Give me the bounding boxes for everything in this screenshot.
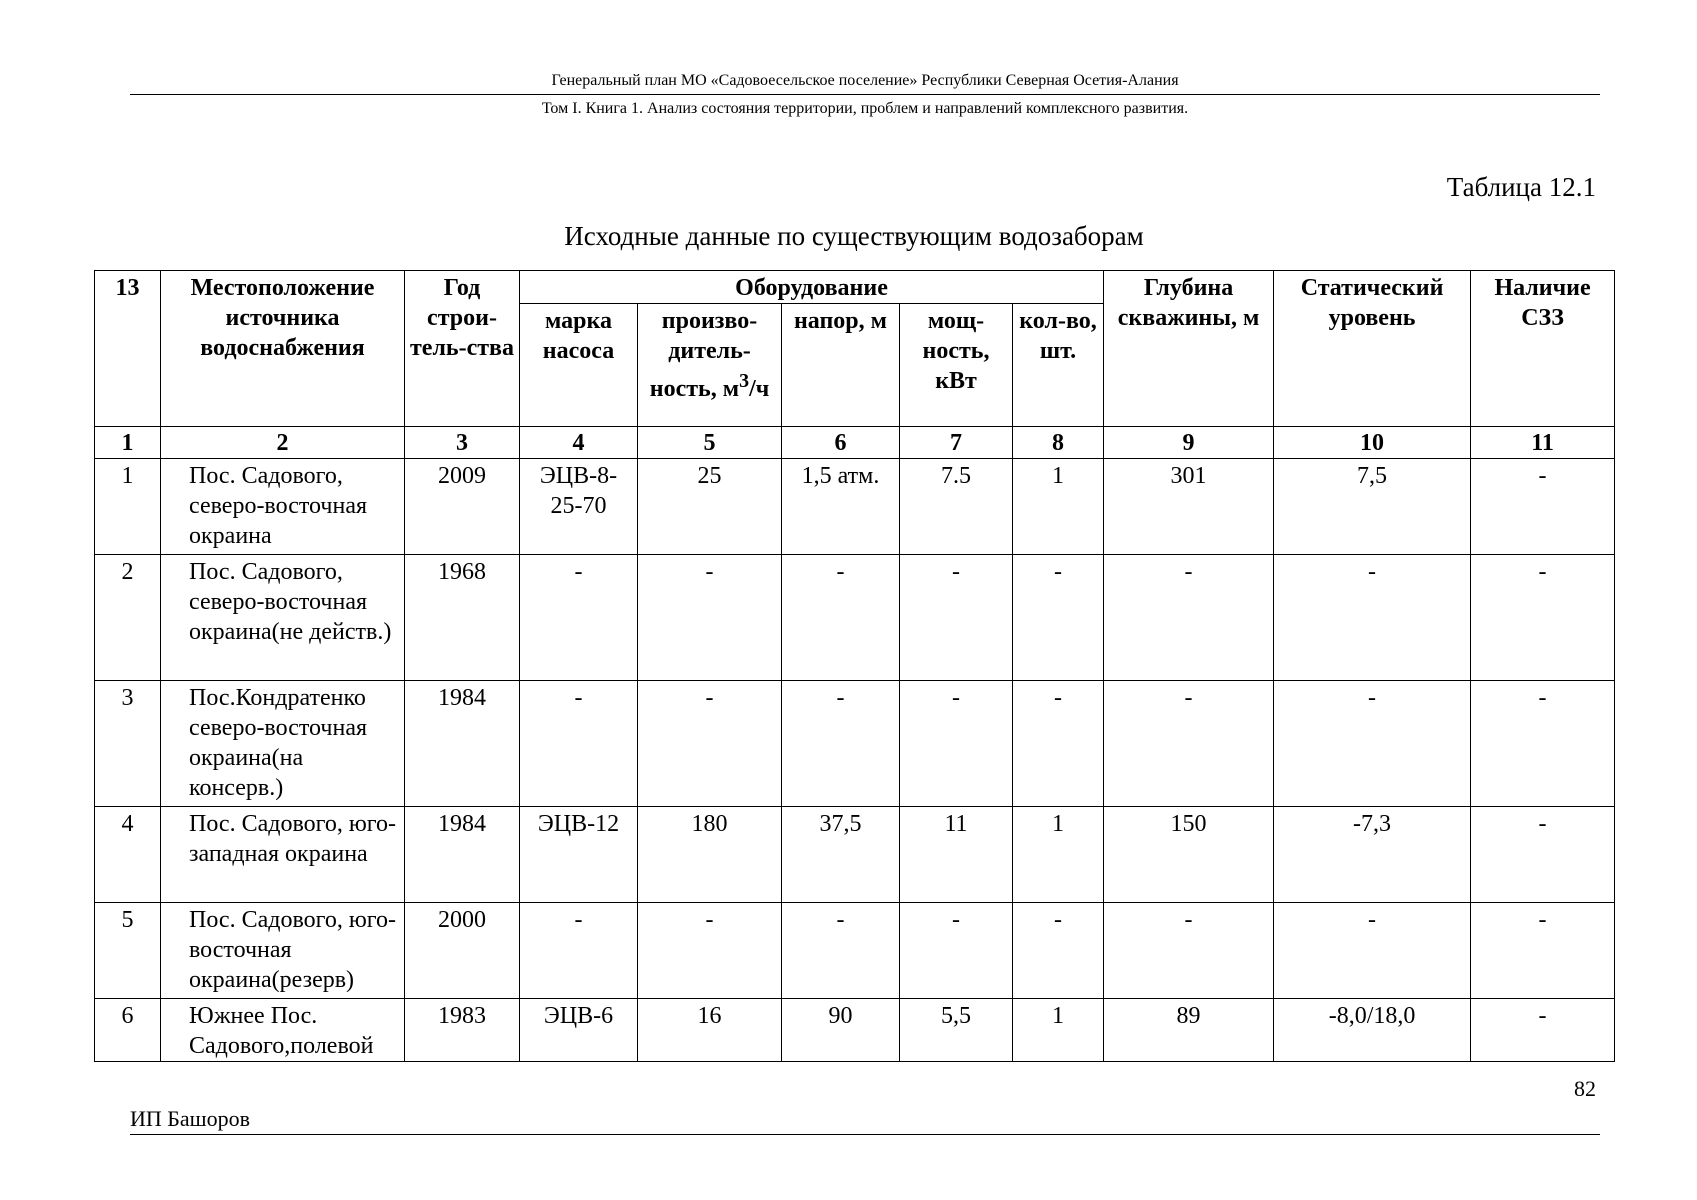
cell-location: Пос. Садового, юго-восточная окраина(резерв) — [161, 903, 405, 999]
column-number: 3 — [405, 427, 520, 459]
cell-capacity: - — [638, 555, 782, 681]
cell-power: 11 — [900, 807, 1013, 903]
footer-divider — [130, 1134, 1600, 1135]
cell-depth: 301 — [1104, 459, 1274, 555]
cell-year: 1984 — [405, 807, 520, 903]
header-equipment: Оборудование — [520, 271, 1104, 304]
cell-head: 1,5 атм. — [782, 459, 900, 555]
column-number: 7 — [900, 427, 1013, 459]
cell-capacity: 180 — [638, 807, 782, 903]
header-capacity — [638, 304, 782, 427]
cell-power: - — [900, 555, 1013, 681]
cell-depth: 89 — [1104, 999, 1274, 1062]
cell-szz: - — [1471, 555, 1615, 681]
column-number: 4 — [520, 427, 638, 459]
page-number: 82 — [1574, 1076, 1596, 1101]
cell-pump: ЭЦВ-8-25-70 — [520, 459, 638, 555]
cell-location: Южнее Пос. Садового,полевой — [161, 999, 405, 1062]
cell-pump: - — [520, 903, 638, 999]
header-count: кол-во, шт. — [1013, 304, 1104, 427]
cell-year: 1983 — [405, 999, 520, 1062]
cell-level: - — [1274, 555, 1471, 681]
cell-head: - — [782, 903, 900, 999]
cell-level: -8,0/18,0 — [1274, 999, 1471, 1062]
cell-location: Пос. Садового, северо-восточная окраина — [161, 459, 405, 555]
cell-level: 7,5 — [1274, 459, 1471, 555]
header-year: Год строи-тель-ства — [405, 271, 520, 427]
table-number: Таблица 12.1 — [1446, 172, 1596, 202]
cell-level: - — [1274, 681, 1471, 807]
cell-level: - — [1274, 903, 1471, 999]
cell-head: - — [782, 681, 900, 807]
cell-location: Пос. Садового, северо-восточная окраина(не действ.) — [161, 555, 405, 681]
cell-num: 5 — [95, 903, 161, 999]
table-row — [95, 555, 1615, 681]
cell-year: 2000 — [405, 903, 520, 999]
table-row — [95, 459, 1615, 555]
header-head: напор, м — [782, 304, 900, 427]
cell-szz: - — [1471, 681, 1615, 807]
header-depth: Глубина скважины, м — [1104, 271, 1274, 427]
cell-count: - — [1013, 903, 1104, 999]
cell-szz: - — [1471, 999, 1615, 1062]
table-row — [95, 999, 1615, 1062]
footer-author: ИП Башоров — [130, 1106, 251, 1131]
cell-count: - — [1013, 555, 1104, 681]
table-row — [95, 903, 1615, 999]
cell-count: 1 — [1013, 999, 1104, 1062]
header-pump-brand: марка насоса — [520, 304, 638, 427]
cell-power: - — [900, 681, 1013, 807]
cell-power: - — [900, 903, 1013, 999]
header-static-level: Статический уровень — [1274, 271, 1471, 427]
cell-szz: - — [1471, 807, 1615, 903]
cell-location: Пос.Кондратенко северо-восточная окраина(на консерв.) — [161, 681, 405, 807]
header-location: Местоположение источника водоснабжения — [161, 271, 405, 427]
cell-num: 2 — [95, 555, 161, 681]
table-header-row — [95, 271, 1615, 304]
cell-head: - — [782, 555, 900, 681]
cell-pump: - — [520, 681, 638, 807]
cell-num: 1 — [95, 459, 161, 555]
cell-pump: ЭЦВ-12 — [520, 807, 638, 903]
cell-depth: - — [1104, 681, 1274, 807]
cell-num: 6 — [95, 999, 161, 1062]
column-number: 10 — [1274, 427, 1471, 459]
cell-capacity: 16 — [638, 999, 782, 1062]
cell-count: - — [1013, 681, 1104, 807]
cell-pump: - — [520, 555, 638, 681]
column-number: 9 — [1104, 427, 1274, 459]
cell-szz: - — [1471, 903, 1615, 999]
header-power: мощ-ность, кВт — [900, 304, 1013, 427]
cell-power: 5,5 — [900, 999, 1013, 1062]
header-szz: Наличие СЗЗ — [1471, 271, 1615, 427]
header-num: 13 — [95, 271, 161, 427]
table-row — [95, 681, 1615, 807]
cell-head: 90 — [782, 999, 900, 1062]
cell-year: 1984 — [405, 681, 520, 807]
document-header-title: Генеральный план МО «Садовоесельское поселение» Республики Северная Осетия-Алания — [551, 72, 1179, 89]
cell-depth: - — [1104, 555, 1274, 681]
cell-location: Пос. Садового, юго-западная окраина — [161, 807, 405, 903]
cell-pump: ЭЦВ-6 — [520, 999, 638, 1062]
cell-level: -7,3 — [1274, 807, 1471, 903]
cell-year: 1968 — [405, 555, 520, 681]
cell-capacity: 25 — [638, 459, 782, 555]
document-header-subtitle: Том I. Книга 1. Анализ состояния территории, проблем и направлений комплексного развития. — [541, 100, 1189, 117]
column-number: 11 — [1471, 427, 1615, 459]
cell-count: 1 — [1013, 459, 1104, 555]
cell-depth: - — [1104, 903, 1274, 999]
header-capacity-unit: $м^3/ч$ — [722, 370, 770, 402]
cell-num: 3 — [95, 681, 161, 807]
column-number: 5 — [638, 427, 782, 459]
cell-count: 1 — [1013, 807, 1104, 903]
cell-capacity: - — [638, 903, 782, 999]
header-capacity-text: произво-дитель-ность, — [649, 308, 758, 402]
column-number: 2 — [161, 427, 405, 459]
column-number: 6 — [782, 427, 900, 459]
cell-year: 2009 — [405, 459, 520, 555]
water-intakes-table — [94, 270, 1615, 1062]
cell-power: 7.5 — [900, 459, 1013, 555]
column-number-row — [95, 427, 1615, 459]
cell-num: 4 — [95, 807, 161, 903]
table-row — [95, 807, 1615, 903]
table-title: Исходные данные по существующим водозаборам — [564, 221, 1144, 251]
cell-szz: - — [1471, 459, 1615, 555]
cell-capacity: - — [638, 681, 782, 807]
header-divider — [130, 94, 1600, 95]
cell-head: 37,5 — [782, 807, 900, 903]
column-number: 8 — [1013, 427, 1104, 459]
column-number: 1 — [95, 427, 161, 459]
cell-depth: 150 — [1104, 807, 1274, 903]
